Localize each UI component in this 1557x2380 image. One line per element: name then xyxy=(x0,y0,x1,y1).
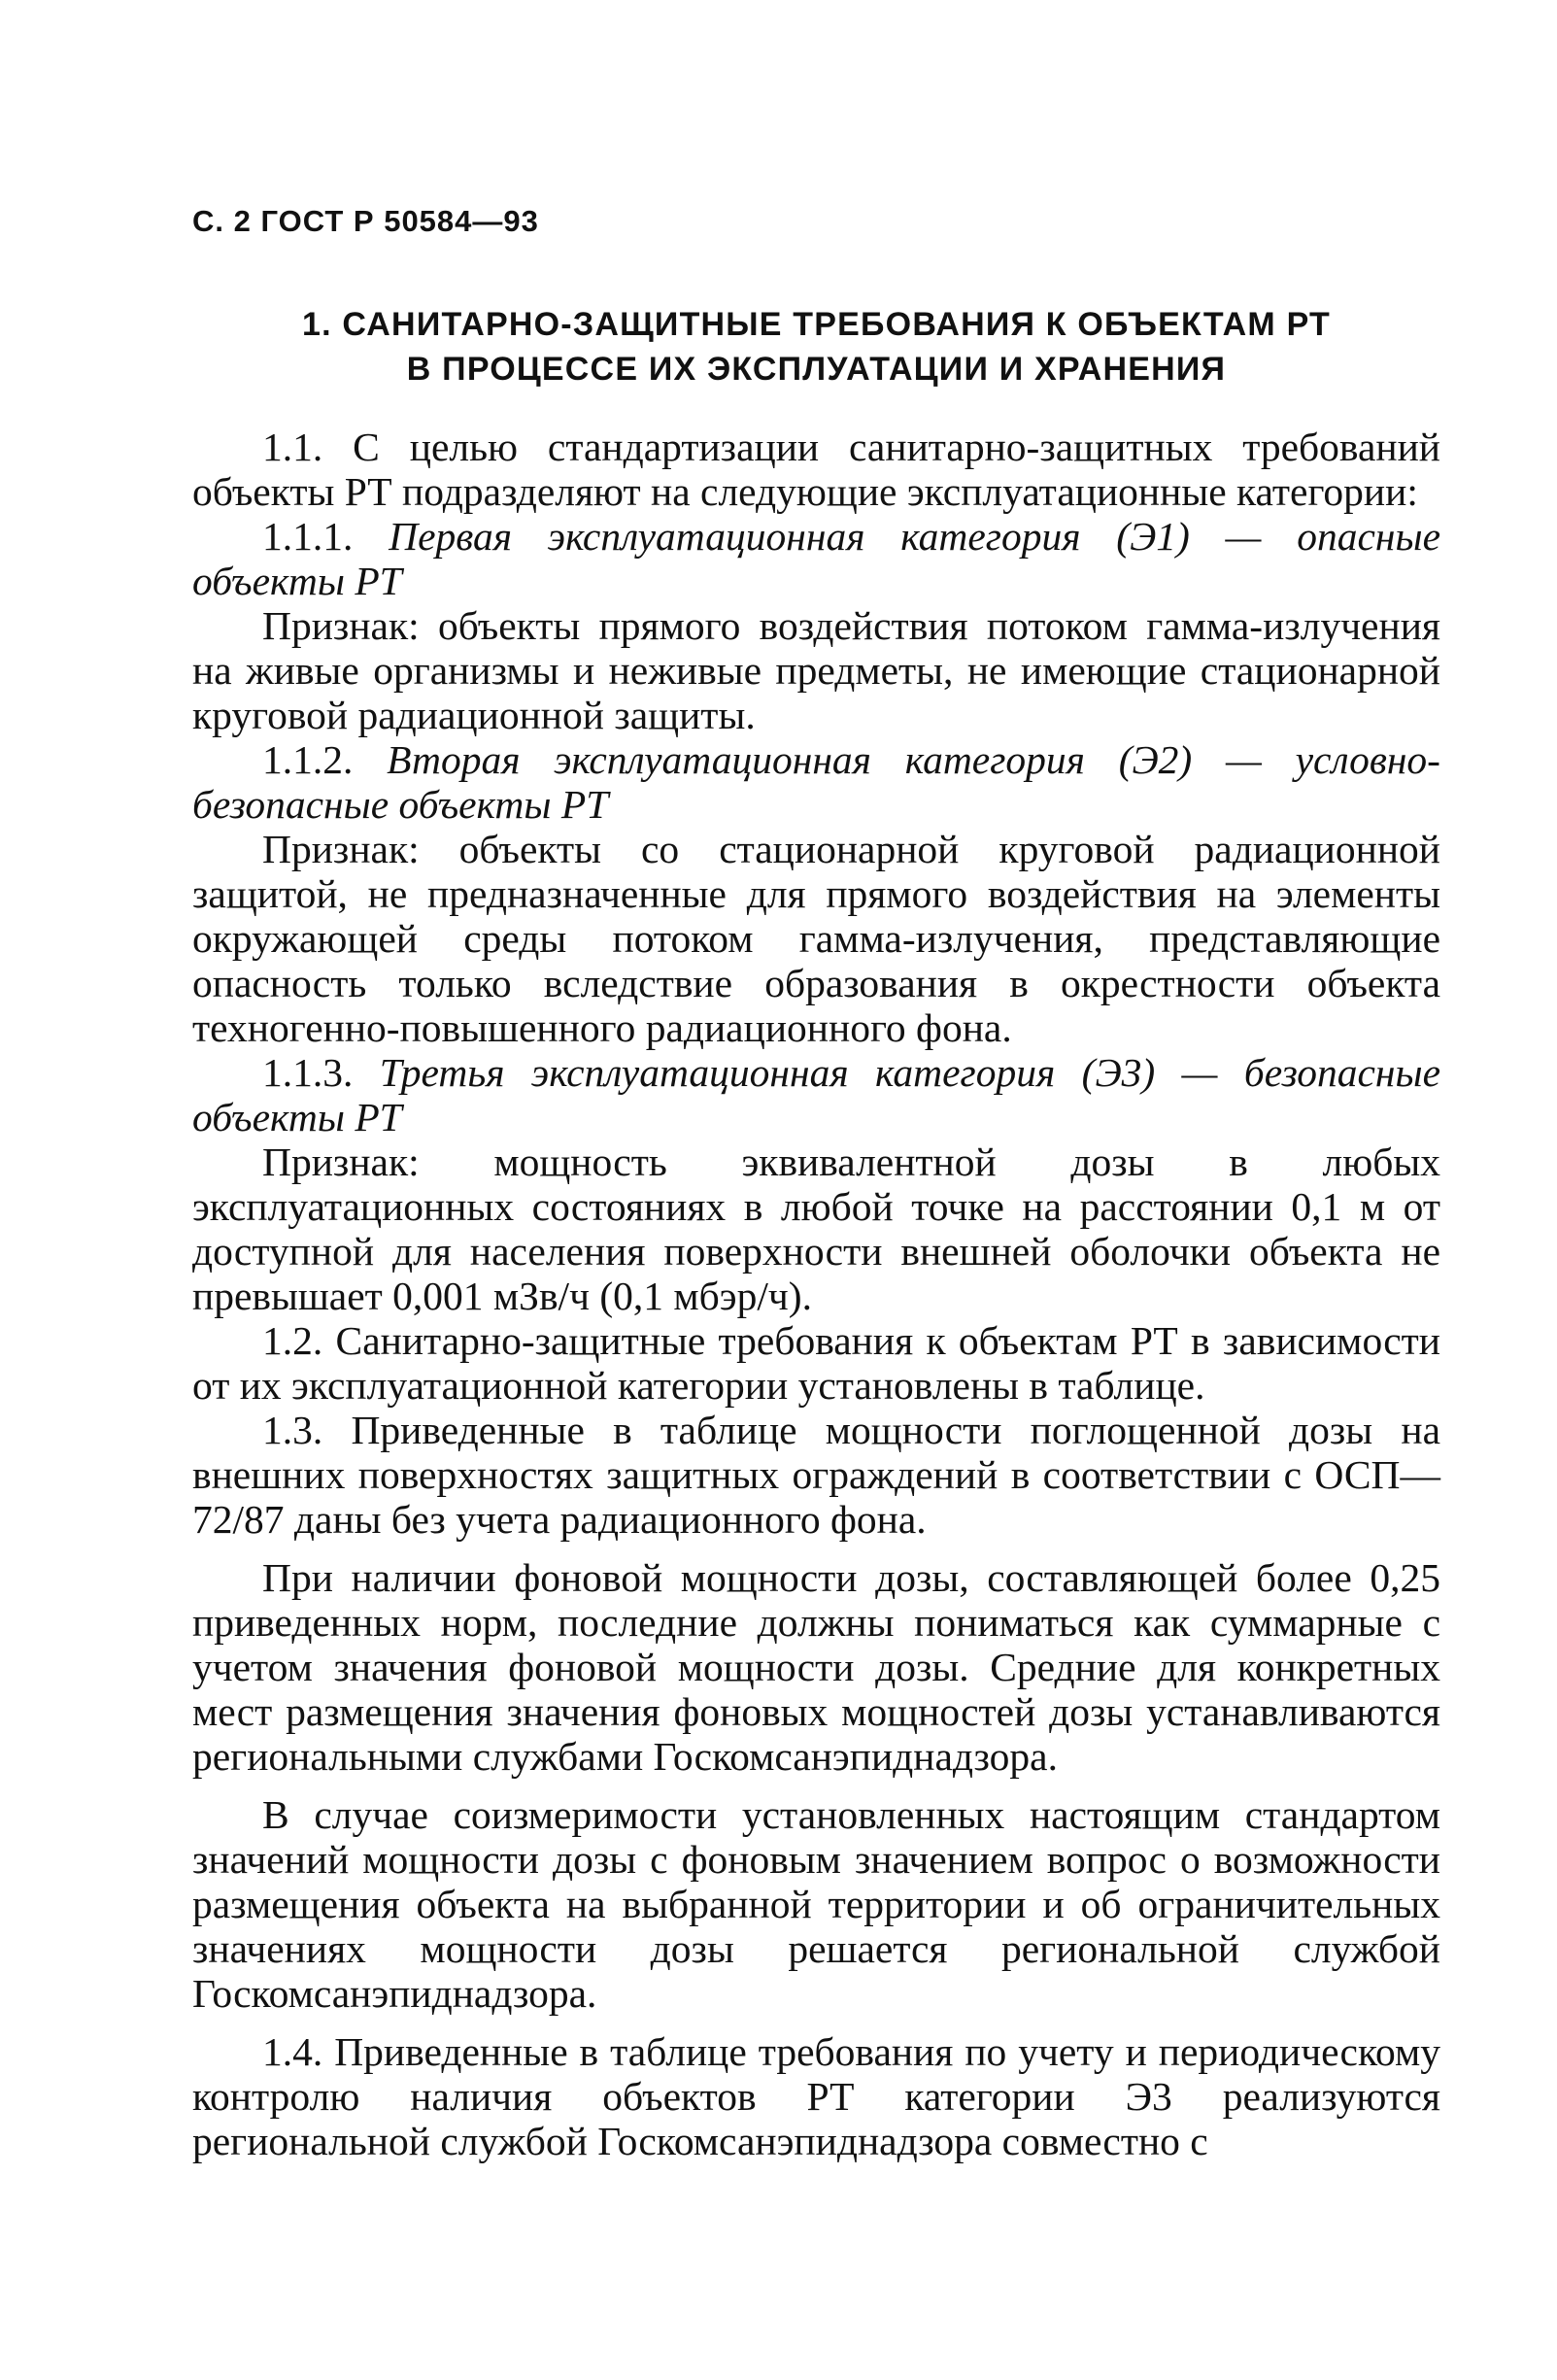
paragraph-1-1-3-sign: Признак: мощность эквивалентной дозы в любых эксплуатационных состояниях в любой точке на расстоянии 0,1 м от доступной для населения поверхности внешней оболочки объекта не превышает 0,001 мЗв/ч (0,1 мбэр/ч). xyxy=(192,1139,1440,1318)
paragraph-1-1-2 xyxy=(192,737,1440,827)
section-title xyxy=(192,302,1440,391)
paragraph-1-3-commensurability: В случае соизмеримости установленных настоящим стандартом значений мощности дозы с фоновым значением вопрос о возможности размещения объекта на выбранной территории и об ограничительных значениях мощности дозы решается региональной службой Госкомсанэпиднадзора. xyxy=(192,1792,1440,2016)
paragraph-1-1-3 xyxy=(192,1050,1440,1139)
paragraph-number: 1.1.3. xyxy=(262,1050,380,1095)
paragraph-1-3-background: При наличии фоновой мощности дозы, составляющей более 0,25 приведенных норм, последние должны пониматься как суммарные с учетом значения фоновой мощности дозы. Средние для конкретных мест размещения значения фоновых мощностей дозы устанавливаются региональными службами Госкомсанэпиднадзора. xyxy=(192,1555,1440,1779)
paragraph-1-3: 1.3. Приведенные в таблице мощности поглощенной дозы на внешних поверхностях защитных ограждений в соответствии с ОСП—72/87 даны без учета радиационного фона. xyxy=(192,1408,1440,1542)
paragraph-1-1: 1.1. С целью стандартизации санитарно-защитных требований объекты РТ подразделяют на следующие эксплуатационные категории: xyxy=(192,425,1440,514)
paragraph-1-1-2-sign: Признак: объекты со стационарной круговой радиационной защитой, не предназначенные для прямого воздействия на элементы окружающей среды потоком гамма-излучения, представляющие опасность только вследствие образования в окрестности объекта техногенно-повышенного радиационного фона. xyxy=(192,827,1440,1050)
paragraph-1-4: 1.4. Приведенные в таблице требования по учету и периодическому контролю наличия объектов РТ категории Э3 реализуются региональной службой Госкомсанэпиднадзора совместно с xyxy=(192,2029,1440,2163)
body-text xyxy=(192,425,1440,2163)
category-title-e2: Вторая эксплуатационная категория (Э2) — условно-безопасные объекты РТ xyxy=(192,737,1441,827)
paragraph-1-1-1-sign: Признак: объекты прямого воздействия потоком гамма-излучения на живые организмы и неживые предметы, не имеющие стационарной круговой радиационной защиты. xyxy=(192,603,1440,737)
section-title-line-1: 1. САНИТАРНО-ЗАЩИТНЫЕ ТРЕБОВАНИЯ К ОБЪЕКТАМ РТ xyxy=(302,306,1331,343)
paragraph-number: 1.1.2. xyxy=(262,737,388,782)
category-title-e1: Первая эксплуатационная категория (Э1) — опасные объекты РТ xyxy=(192,514,1440,603)
category-title-e3: Третья эксплуатационная категория (Э3) — безопасные объекты РТ xyxy=(192,1050,1440,1139)
running-header: С. 2 ГОСТ Р 50584—93 xyxy=(192,204,539,238)
paragraph-1-1-1 xyxy=(192,514,1440,603)
paragraph-number: 1.1.1. xyxy=(262,514,389,559)
paragraph-1-2: 1.2. Санитарно-защитные требования к объектам РТ в зависимости от их эксплуатационной категории установлены в таблице. xyxy=(192,1318,1440,1408)
section-title-line-2: В ПРОЦЕССЕ ИХ ЭКСПЛУАТАЦИИ И ХРАНЕНИЯ xyxy=(406,351,1227,388)
